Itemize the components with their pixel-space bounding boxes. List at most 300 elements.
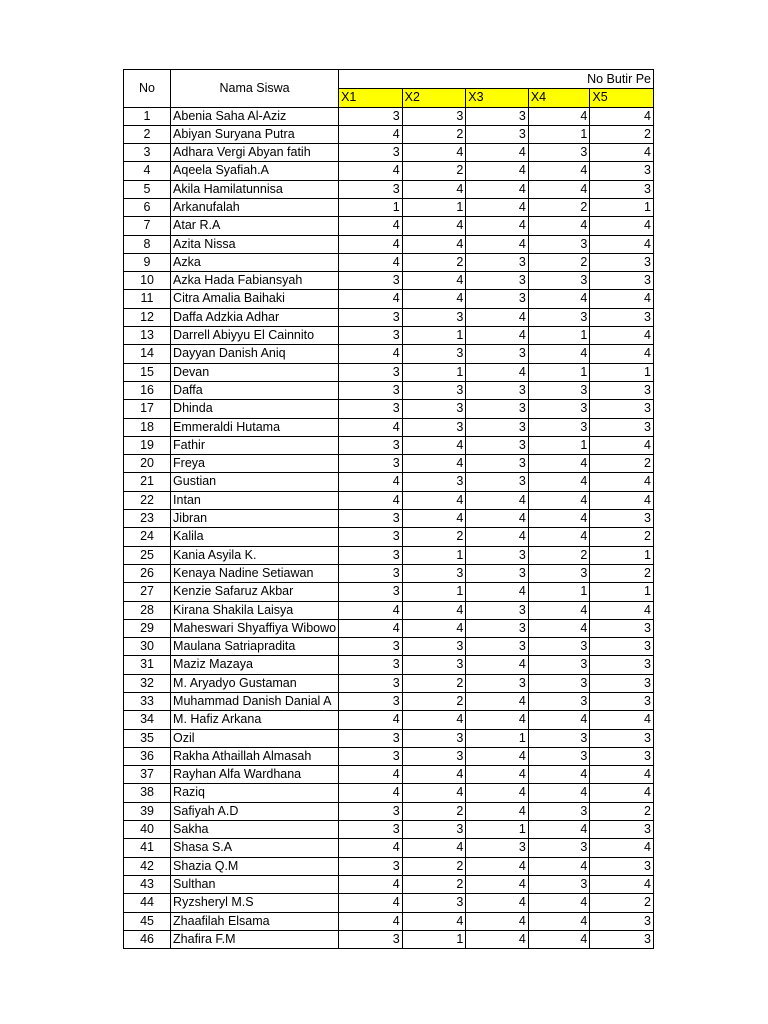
score-cell-x1[interactable]: 1 (339, 198, 403, 216)
score-cell-x2[interactable]: 4 (402, 144, 466, 162)
score-cell-x5[interactable]: 4 (590, 144, 654, 162)
score-cell-x5[interactable]: 3 (590, 857, 654, 875)
score-cell-x4[interactable]: 3 (528, 381, 590, 399)
score-cell-x1[interactable]: 3 (339, 327, 403, 345)
score-cell-x5[interactable]: 3 (590, 381, 654, 399)
row-number-cell[interactable]: 28 (124, 601, 171, 619)
row-number-cell[interactable]: 35 (124, 729, 171, 747)
score-cell-x5[interactable]: 4 (590, 436, 654, 454)
score-cell-x4[interactable]: 3 (528, 308, 590, 326)
student-name-cell[interactable]: Darrell Abiyyu El Cainnito (171, 327, 339, 345)
student-name-cell[interactable]: Kania Asyila K. (171, 546, 339, 564)
score-cell-x3[interactable]: 4 (466, 162, 529, 180)
student-name-cell[interactable]: Gustian (171, 473, 339, 491)
student-name-cell[interactable]: Azka Hada Fabiansyah (171, 272, 339, 290)
row-number-cell[interactable]: 36 (124, 747, 171, 765)
score-cell-x1[interactable]: 3 (339, 638, 403, 656)
score-cell-x4[interactable]: 1 (528, 363, 590, 381)
score-cell-x3[interactable]: 3 (466, 418, 529, 436)
score-cell-x2[interactable]: 4 (402, 839, 466, 857)
score-cell-x2[interactable]: 3 (402, 564, 466, 582)
score-cell-x2[interactable]: 4 (402, 180, 466, 198)
score-cell-x4[interactable]: 4 (528, 510, 590, 528)
score-cell-x3[interactable]: 4 (466, 894, 529, 912)
score-cell-x2[interactable]: 4 (402, 235, 466, 253)
score-cell-x3[interactable]: 4 (466, 583, 529, 601)
row-number-cell[interactable]: 4 (124, 162, 171, 180)
score-cell-x4[interactable]: 4 (528, 491, 590, 509)
student-name-cell[interactable]: Kirana Shakila Laisya (171, 601, 339, 619)
student-name-cell[interactable]: Azita Nissa (171, 235, 339, 253)
score-cell-x3[interactable]: 3 (466, 473, 529, 491)
score-cell-x2[interactable]: 1 (402, 198, 466, 216)
score-cell-x4[interactable]: 3 (528, 747, 590, 765)
score-cell-x5[interactable]: 4 (590, 766, 654, 784)
score-cell-x1[interactable]: 3 (339, 747, 403, 765)
score-cell-x2[interactable]: 4 (402, 766, 466, 784)
score-cell-x4[interactable]: 3 (528, 802, 590, 820)
student-name-cell[interactable]: Raziq (171, 784, 339, 802)
student-name-cell[interactable]: Maziz Mazaya (171, 656, 339, 674)
score-cell-x4[interactable]: 2 (528, 546, 590, 564)
score-cell-x5[interactable]: 4 (590, 327, 654, 345)
row-number-cell[interactable]: 45 (124, 912, 171, 930)
score-cell-x3[interactable]: 3 (466, 564, 529, 582)
row-number-cell[interactable]: 17 (124, 400, 171, 418)
score-cell-x4[interactable]: 4 (528, 912, 590, 930)
score-cell-x3[interactable]: 4 (466, 308, 529, 326)
score-cell-x3[interactable]: 4 (466, 180, 529, 198)
score-cell-x1[interactable]: 3 (339, 381, 403, 399)
row-number-cell[interactable]: 11 (124, 290, 171, 308)
row-number-cell[interactable]: 38 (124, 784, 171, 802)
score-cell-x3[interactable]: 4 (466, 217, 529, 235)
score-cell-x4[interactable]: 3 (528, 674, 590, 692)
score-cell-x1[interactable]: 4 (339, 766, 403, 784)
score-cell-x2[interactable]: 3 (402, 894, 466, 912)
score-cell-x2[interactable]: 1 (402, 583, 466, 601)
score-cell-x5[interactable]: 4 (590, 784, 654, 802)
score-cell-x4[interactable]: 1 (528, 327, 590, 345)
score-cell-x5[interactable]: 2 (590, 528, 654, 546)
score-cell-x1[interactable]: 4 (339, 875, 403, 893)
student-name-cell[interactable]: Dhinda (171, 400, 339, 418)
score-cell-x1[interactable]: 4 (339, 235, 403, 253)
score-cell-x4[interactable]: 4 (528, 473, 590, 491)
score-cell-x1[interactable]: 3 (339, 930, 403, 948)
score-cell-x1[interactable]: 3 (339, 308, 403, 326)
score-cell-x5[interactable]: 4 (590, 601, 654, 619)
score-cell-x3[interactable]: 3 (466, 455, 529, 473)
score-cell-x5[interactable]: 3 (590, 253, 654, 271)
row-number-cell[interactable]: 33 (124, 693, 171, 711)
score-cell-x3[interactable]: 3 (466, 674, 529, 692)
row-number-cell[interactable]: 22 (124, 491, 171, 509)
score-cell-x3[interactable]: 4 (466, 327, 529, 345)
score-cell-x3[interactable]: 4 (466, 198, 529, 216)
score-cell-x5[interactable]: 4 (590, 235, 654, 253)
score-cell-x4[interactable]: 3 (528, 693, 590, 711)
student-name-cell[interactable]: Rayhan Alfa Wardhana (171, 766, 339, 784)
student-name-cell[interactable]: Ryzsheryl M.S (171, 894, 339, 912)
row-number-cell[interactable]: 2 (124, 125, 171, 143)
score-cell-x5[interactable]: 3 (590, 747, 654, 765)
score-cell-x5[interactable]: 4 (590, 473, 654, 491)
row-number-cell[interactable]: 30 (124, 638, 171, 656)
score-cell-x5[interactable]: 4 (590, 217, 654, 235)
score-cell-x1[interactable]: 3 (339, 564, 403, 582)
score-cell-x2[interactable]: 2 (402, 528, 466, 546)
score-cell-x1[interactable]: 3 (339, 528, 403, 546)
student-name-cell[interactable]: Daffa (171, 381, 339, 399)
score-cell-x4[interactable]: 4 (528, 784, 590, 802)
score-cell-x2[interactable]: 1 (402, 546, 466, 564)
score-cell-x2[interactable]: 3 (402, 308, 466, 326)
score-cell-x5[interactable]: 1 (590, 546, 654, 564)
score-cell-x3[interactable]: 3 (466, 253, 529, 271)
score-cell-x3[interactable]: 3 (466, 638, 529, 656)
row-number-cell[interactable]: 42 (124, 857, 171, 875)
row-number-cell[interactable]: 31 (124, 656, 171, 674)
score-cell-x1[interactable]: 4 (339, 473, 403, 491)
score-cell-x2[interactable]: 4 (402, 491, 466, 509)
score-cell-x4[interactable]: 4 (528, 766, 590, 784)
score-cell-x4[interactable]: 4 (528, 345, 590, 363)
row-number-cell[interactable]: 6 (124, 198, 171, 216)
score-cell-x3[interactable]: 4 (466, 802, 529, 820)
row-number-cell[interactable]: 20 (124, 455, 171, 473)
student-name-cell[interactable]: Intan (171, 491, 339, 509)
row-number-cell[interactable]: 7 (124, 217, 171, 235)
score-cell-x5[interactable]: 3 (590, 912, 654, 930)
score-cell-x2[interactable]: 2 (402, 802, 466, 820)
score-cell-x5[interactable]: 3 (590, 162, 654, 180)
student-name-cell[interactable]: M. Aryadyo Gustaman (171, 674, 339, 692)
score-cell-x5[interactable]: 1 (590, 198, 654, 216)
student-name-cell[interactable]: Devan (171, 363, 339, 381)
score-cell-x3[interactable]: 1 (466, 821, 529, 839)
score-cell-x1[interactable]: 3 (339, 583, 403, 601)
row-number-cell[interactable]: 26 (124, 564, 171, 582)
student-name-cell[interactable]: Sakha (171, 821, 339, 839)
score-cell-x2[interactable]: 3 (402, 107, 466, 125)
score-cell-x4[interactable]: 3 (528, 729, 590, 747)
row-number-cell[interactable]: 15 (124, 363, 171, 381)
score-cell-x4[interactable]: 3 (528, 875, 590, 893)
score-cell-x2[interactable]: 4 (402, 784, 466, 802)
score-cell-x2[interactable]: 2 (402, 674, 466, 692)
row-number-cell[interactable]: 9 (124, 253, 171, 271)
score-cell-x2[interactable]: 3 (402, 400, 466, 418)
row-number-cell[interactable]: 19 (124, 436, 171, 454)
row-number-cell[interactable]: 12 (124, 308, 171, 326)
score-cell-x1[interactable]: 3 (339, 802, 403, 820)
score-cell-x2[interactable]: 4 (402, 272, 466, 290)
student-name-cell[interactable]: Atar R.A (171, 217, 339, 235)
score-cell-x1[interactable]: 3 (339, 510, 403, 528)
score-cell-x2[interactable]: 3 (402, 381, 466, 399)
score-cell-x1[interactable]: 4 (339, 418, 403, 436)
student-name-cell[interactable]: Fathir (171, 436, 339, 454)
row-number-cell[interactable]: 8 (124, 235, 171, 253)
score-cell-x4[interactable]: 4 (528, 930, 590, 948)
row-number-cell[interactable]: 14 (124, 345, 171, 363)
score-cell-x5[interactable]: 2 (590, 894, 654, 912)
score-cell-x2[interactable]: 3 (402, 656, 466, 674)
student-name-cell[interactable]: Rakha Athaillah Almasah (171, 747, 339, 765)
student-name-cell[interactable]: Maulana Satriapradita (171, 638, 339, 656)
score-cell-x4[interactable]: 4 (528, 711, 590, 729)
score-cell-x2[interactable]: 3 (402, 729, 466, 747)
score-cell-x5[interactable]: 1 (590, 363, 654, 381)
score-cell-x1[interactable]: 3 (339, 857, 403, 875)
row-number-cell[interactable]: 46 (124, 930, 171, 948)
score-cell-x5[interactable]: 3 (590, 674, 654, 692)
score-cell-x1[interactable]: 3 (339, 363, 403, 381)
score-cell-x3[interactable]: 3 (466, 125, 529, 143)
row-number-cell[interactable]: 10 (124, 272, 171, 290)
student-name-cell[interactable]: Daffa Adzkia Adhar (171, 308, 339, 326)
row-number-cell[interactable]: 24 (124, 528, 171, 546)
score-cell-x2[interactable]: 4 (402, 601, 466, 619)
row-number-cell[interactable]: 37 (124, 766, 171, 784)
score-cell-x2[interactable]: 3 (402, 747, 466, 765)
score-cell-x5[interactable]: 3 (590, 619, 654, 637)
score-cell-x4[interactable]: 4 (528, 455, 590, 473)
score-cell-x3[interactable]: 4 (466, 784, 529, 802)
score-cell-x3[interactable]: 4 (466, 747, 529, 765)
score-cell-x1[interactable]: 4 (339, 125, 403, 143)
student-name-cell[interactable]: Muhammad Danish Danial A (171, 693, 339, 711)
score-cell-x3[interactable]: 4 (466, 510, 529, 528)
score-cell-x3[interactable]: 4 (466, 656, 529, 674)
score-cell-x4[interactable]: 4 (528, 894, 590, 912)
score-cell-x1[interactable]: 3 (339, 436, 403, 454)
score-cell-x2[interactable]: 4 (402, 217, 466, 235)
score-cell-x5[interactable]: 4 (590, 711, 654, 729)
score-cell-x2[interactable]: 4 (402, 436, 466, 454)
score-cell-x3[interactable]: 3 (466, 272, 529, 290)
score-cell-x2[interactable]: 2 (402, 875, 466, 893)
score-cell-x3[interactable]: 3 (466, 839, 529, 857)
score-cell-x2[interactable]: 4 (402, 912, 466, 930)
student-name-cell[interactable]: Safiyah A.D (171, 802, 339, 820)
row-number-cell[interactable]: 23 (124, 510, 171, 528)
score-cell-x3[interactable]: 3 (466, 546, 529, 564)
score-cell-x4[interactable]: 3 (528, 839, 590, 857)
row-number-cell[interactable]: 29 (124, 619, 171, 637)
student-name-cell[interactable]: Emmeraldi Hutama (171, 418, 339, 436)
score-cell-x1[interactable]: 4 (339, 894, 403, 912)
student-name-cell[interactable]: Dayyan Danish Aniq (171, 345, 339, 363)
score-cell-x2[interactable]: 3 (402, 821, 466, 839)
score-cell-x1[interactable]: 4 (339, 619, 403, 637)
row-number-cell[interactable]: 18 (124, 418, 171, 436)
student-name-cell[interactable]: Azka (171, 253, 339, 271)
score-cell-x2[interactable]: 4 (402, 619, 466, 637)
score-cell-x1[interactable]: 3 (339, 455, 403, 473)
student-name-cell[interactable]: Citra Amalia Baihaki (171, 290, 339, 308)
student-name-cell[interactable]: Freya (171, 455, 339, 473)
row-number-cell[interactable]: 44 (124, 894, 171, 912)
score-cell-x2[interactable]: 4 (402, 290, 466, 308)
student-name-cell[interactable]: Adhara Vergi Abyan fatih (171, 144, 339, 162)
row-number-cell[interactable]: 3 (124, 144, 171, 162)
score-cell-x1[interactable]: 4 (339, 601, 403, 619)
student-name-cell[interactable]: Aqeela Syafiah.A (171, 162, 339, 180)
row-number-cell[interactable]: 16 (124, 381, 171, 399)
score-cell-x2[interactable]: 3 (402, 345, 466, 363)
score-cell-x1[interactable]: 4 (339, 711, 403, 729)
score-cell-x4[interactable]: 2 (528, 253, 590, 271)
score-cell-x2[interactable]: 2 (402, 253, 466, 271)
score-cell-x5[interactable]: 4 (590, 290, 654, 308)
score-cell-x5[interactable]: 1 (590, 583, 654, 601)
score-cell-x5[interactable]: 3 (590, 656, 654, 674)
score-cell-x1[interactable]: 3 (339, 272, 403, 290)
score-cell-x1[interactable]: 3 (339, 400, 403, 418)
score-cell-x5[interactable]: 2 (590, 802, 654, 820)
score-cell-x5[interactable]: 2 (590, 455, 654, 473)
score-cell-x1[interactable]: 4 (339, 839, 403, 857)
score-cell-x5[interactable]: 2 (590, 125, 654, 143)
score-cell-x4[interactable]: 4 (528, 162, 590, 180)
row-number-cell[interactable]: 39 (124, 802, 171, 820)
score-cell-x4[interactable]: 1 (528, 436, 590, 454)
row-number-cell[interactable]: 27 (124, 583, 171, 601)
score-cell-x2[interactable]: 4 (402, 455, 466, 473)
score-cell-x1[interactable]: 3 (339, 180, 403, 198)
score-cell-x1[interactable]: 3 (339, 821, 403, 839)
score-cell-x3[interactable]: 3 (466, 601, 529, 619)
score-cell-x4[interactable]: 4 (528, 857, 590, 875)
row-number-cell[interactable]: 43 (124, 875, 171, 893)
score-cell-x2[interactable]: 1 (402, 930, 466, 948)
score-cell-x4[interactable]: 4 (528, 290, 590, 308)
row-number-cell[interactable]: 1 (124, 107, 171, 125)
score-cell-x3[interactable]: 4 (466, 912, 529, 930)
score-cell-x4[interactable]: 3 (528, 144, 590, 162)
score-cell-x1[interactable]: 4 (339, 217, 403, 235)
student-name-cell[interactable]: Zhaafilah Elsama (171, 912, 339, 930)
score-cell-x3[interactable]: 3 (466, 619, 529, 637)
score-cell-x1[interactable]: 3 (339, 656, 403, 674)
score-cell-x3[interactable]: 3 (466, 107, 529, 125)
score-cell-x3[interactable]: 4 (466, 235, 529, 253)
score-cell-x1[interactable]: 4 (339, 253, 403, 271)
score-cell-x2[interactable]: 3 (402, 473, 466, 491)
student-name-cell[interactable]: Abenia Saha Al-Aziz (171, 107, 339, 125)
score-cell-x4[interactable]: 4 (528, 619, 590, 637)
score-cell-x1[interactable]: 4 (339, 345, 403, 363)
score-cell-x5[interactable]: 4 (590, 839, 654, 857)
score-cell-x5[interactable]: 4 (590, 875, 654, 893)
student-name-cell[interactable]: Ozil (171, 729, 339, 747)
score-cell-x3[interactable]: 4 (466, 528, 529, 546)
score-cell-x2[interactable]: 4 (402, 510, 466, 528)
score-cell-x4[interactable]: 4 (528, 107, 590, 125)
score-cell-x1[interactable]: 3 (339, 144, 403, 162)
score-cell-x4[interactable]: 1 (528, 583, 590, 601)
score-cell-x3[interactable]: 4 (466, 711, 529, 729)
score-cell-x3[interactable]: 3 (466, 381, 529, 399)
score-cell-x2[interactable]: 1 (402, 363, 466, 381)
score-cell-x1[interactable]: 4 (339, 162, 403, 180)
score-cell-x5[interactable]: 4 (590, 345, 654, 363)
score-cell-x3[interactable]: 1 (466, 729, 529, 747)
score-cell-x3[interactable]: 4 (466, 930, 529, 948)
score-cell-x3[interactable]: 3 (466, 436, 529, 454)
row-number-cell[interactable]: 34 (124, 711, 171, 729)
score-cell-x1[interactable]: 3 (339, 674, 403, 692)
score-cell-x2[interactable]: 2 (402, 693, 466, 711)
score-cell-x3[interactable]: 3 (466, 345, 529, 363)
score-cell-x2[interactable]: 4 (402, 711, 466, 729)
score-cell-x3[interactable]: 4 (466, 857, 529, 875)
score-cell-x2[interactable]: 2 (402, 162, 466, 180)
row-number-cell[interactable]: 21 (124, 473, 171, 491)
score-cell-x4[interactable]: 2 (528, 198, 590, 216)
score-cell-x3[interactable]: 4 (466, 144, 529, 162)
score-cell-x4[interactable]: 1 (528, 125, 590, 143)
score-cell-x3[interactable]: 4 (466, 363, 529, 381)
score-cell-x5[interactable]: 3 (590, 308, 654, 326)
score-cell-x4[interactable]: 3 (528, 564, 590, 582)
score-cell-x5[interactable]: 3 (590, 729, 654, 747)
student-name-cell[interactable]: Arkanufalah (171, 198, 339, 216)
score-cell-x4[interactable]: 4 (528, 601, 590, 619)
row-number-cell[interactable]: 13 (124, 327, 171, 345)
score-cell-x5[interactable]: 4 (590, 107, 654, 125)
score-cell-x5[interactable]: 3 (590, 418, 654, 436)
student-name-cell[interactable]: Akila Hamilatunnisa (171, 180, 339, 198)
score-cell-x5[interactable]: 3 (590, 180, 654, 198)
score-cell-x3[interactable]: 4 (466, 875, 529, 893)
student-name-cell[interactable]: Kenaya Nadine Setiawan (171, 564, 339, 582)
score-cell-x2[interactable]: 2 (402, 857, 466, 875)
score-cell-x1[interactable]: 4 (339, 912, 403, 930)
score-cell-x5[interactable]: 3 (590, 638, 654, 656)
row-number-cell[interactable]: 25 (124, 546, 171, 564)
score-cell-x4[interactable]: 4 (528, 821, 590, 839)
student-name-cell[interactable]: Abiyan Suryana Putra (171, 125, 339, 143)
student-name-cell[interactable]: Kalila (171, 528, 339, 546)
student-name-cell[interactable]: Shasa S.A (171, 839, 339, 857)
score-cell-x5[interactable]: 3 (590, 693, 654, 711)
score-cell-x3[interactable]: 4 (466, 766, 529, 784)
score-cell-x3[interactable]: 3 (466, 290, 529, 308)
score-cell-x3[interactable]: 3 (466, 400, 529, 418)
score-cell-x1[interactable]: 3 (339, 107, 403, 125)
score-cell-x4[interactable]: 3 (528, 400, 590, 418)
score-cell-x5[interactable]: 3 (590, 272, 654, 290)
score-cell-x4[interactable]: 3 (528, 418, 590, 436)
score-cell-x5[interactable]: 3 (590, 930, 654, 948)
row-number-cell[interactable]: 32 (124, 674, 171, 692)
score-cell-x2[interactable]: 1 (402, 327, 466, 345)
score-cell-x5[interactable]: 4 (590, 491, 654, 509)
student-name-cell[interactable]: Maheswari Shyaffiya Wibowo (171, 619, 339, 637)
score-cell-x3[interactable]: 4 (466, 693, 529, 711)
score-cell-x1[interactable]: 3 (339, 546, 403, 564)
score-cell-x5[interactable]: 3 (590, 400, 654, 418)
score-cell-x2[interactable]: 3 (402, 418, 466, 436)
student-name-cell[interactable]: M. Hafiz Arkana (171, 711, 339, 729)
score-cell-x5[interactable]: 2 (590, 564, 654, 582)
score-cell-x3[interactable]: 4 (466, 491, 529, 509)
score-cell-x1[interactable]: 3 (339, 729, 403, 747)
student-name-cell[interactable]: Zhafira F.M (171, 930, 339, 948)
